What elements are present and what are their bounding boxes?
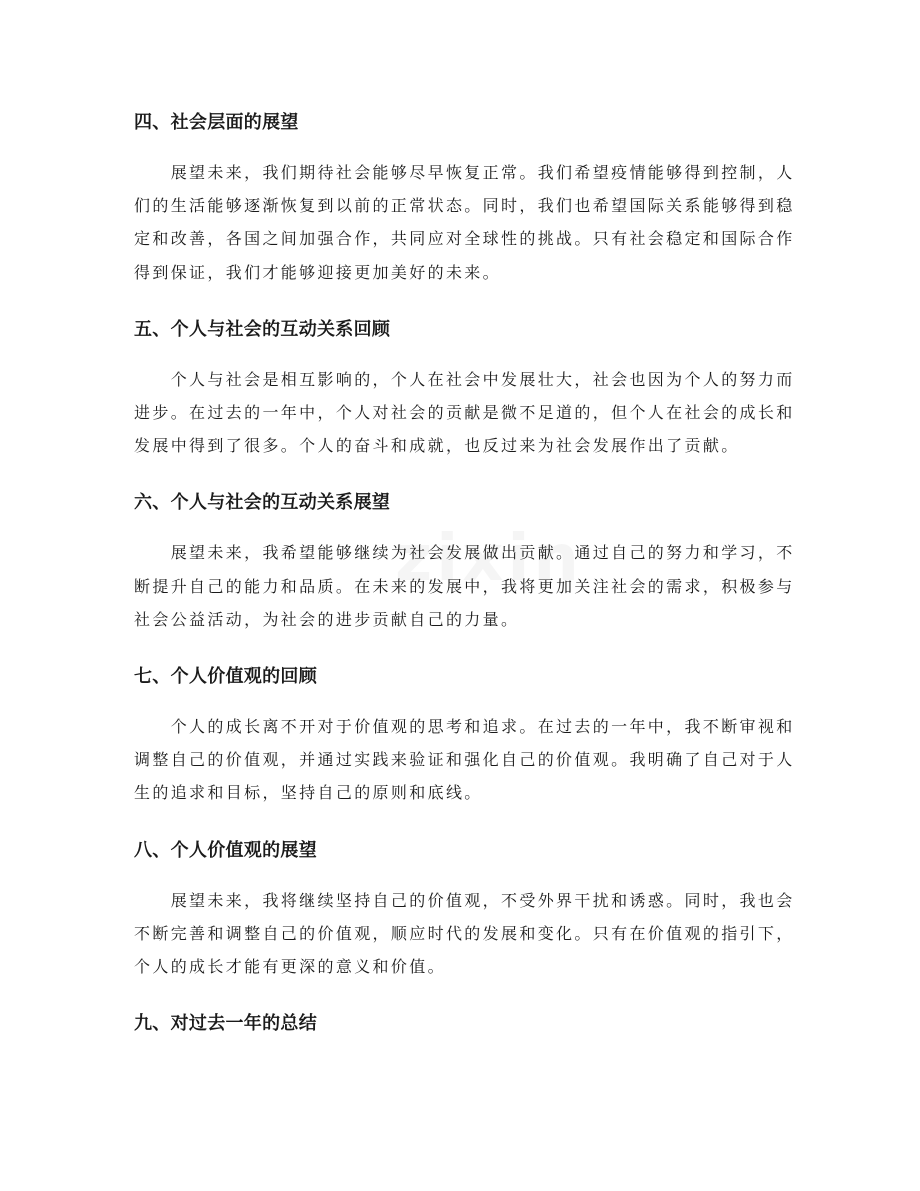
paragraph-line: 个人与社会是相互影响的，个人在社会中发展壮大，社会也因为个人的努力而: [134, 369, 795, 389]
paragraph-line: 展望未来，我将继续坚持自己的价值观，不受外界干扰和诱惑。同时，我也会: [134, 890, 795, 910]
section-paragraph: [134, 363, 795, 463]
paragraph-line: 生的追求和目标，坚持自己的原则和底线。: [134, 783, 483, 803]
paragraph-line: 展望未来，我希望能够继续为社会发展做出贡献。通过自己的努力和学习，不: [134, 543, 795, 563]
paragraph-line: 得到保证，我们才能够迎接更加美好的未来。: [134, 262, 502, 282]
paragraph-line: 定和改善，各国之间加强合作，共同应对全球性的挑战。只有社会稳定和国际合作: [134, 229, 795, 249]
paragraph-line: 进步。在过去的一年中，个人对社会的贡献是微不足道的，但个人在社会的成长和: [134, 403, 795, 423]
paragraph-line: 断提升自己的能力和品质。在未来的发展中，我将更加关注社会的需求，积极参与: [134, 576, 795, 596]
section-paragraph: [134, 156, 795, 289]
paragraph-line: 展望未来，我们期待社会能够尽早恢复正常。我们希望疫情能够得到控制，人: [134, 163, 795, 182]
section-heading: 九、对过去一年的总结: [134, 1013, 317, 1035]
section-7: [134, 659, 795, 810]
section-heading: 七、个人价值观的回顾: [134, 666, 317, 688]
paragraph-line: 调整自己的价值观，并通过实践来验证和强化自己的价值观。我明确了自己对于人: [134, 750, 795, 770]
paragraph-line: 发展中得到了很多。个人的奋斗和成就，也反过来为社会发展作出了贡献。: [134, 436, 740, 456]
paragraph-line: 个人的成长才能有更深的意义和价值。: [134, 957, 446, 977]
paragraph-line: 社会公益活动，为社会的进步贡献自己的力量。: [134, 609, 520, 629]
paragraph-line: 不断完善和调整自己的价值观，顺应时代的发展和变化。只有在价值观的指引下，: [134, 923, 795, 943]
section-6: [134, 485, 795, 636]
section-heading: 五、个人与社会的互动关系回顾: [134, 318, 391, 340]
section-paragraph: [134, 884, 795, 984]
paragraph-line: 个人的成长离不开对于价值观的思考和追求。在过去的一年中，我不断审视和: [134, 717, 795, 737]
section-paragraph: [134, 710, 795, 810]
section-4: [134, 105, 795, 289]
document-content: [134, 105, 795, 1042]
section-paragraph: [134, 536, 795, 636]
section-5: [134, 312, 795, 463]
section-8: [134, 833, 795, 984]
section-9: [134, 1006, 789, 1042]
paragraph-line: 们的生活能够逐渐恢复到以前的正常状态。同时，我们也希望国际关系能够得到稳: [134, 196, 795, 216]
section-heading: 八、个人价值观的展望: [134, 839, 317, 861]
section-heading: 四、社会层面的展望: [134, 112, 299, 133]
section-heading: 六、个人与社会的互动关系展望: [134, 492, 391, 514]
